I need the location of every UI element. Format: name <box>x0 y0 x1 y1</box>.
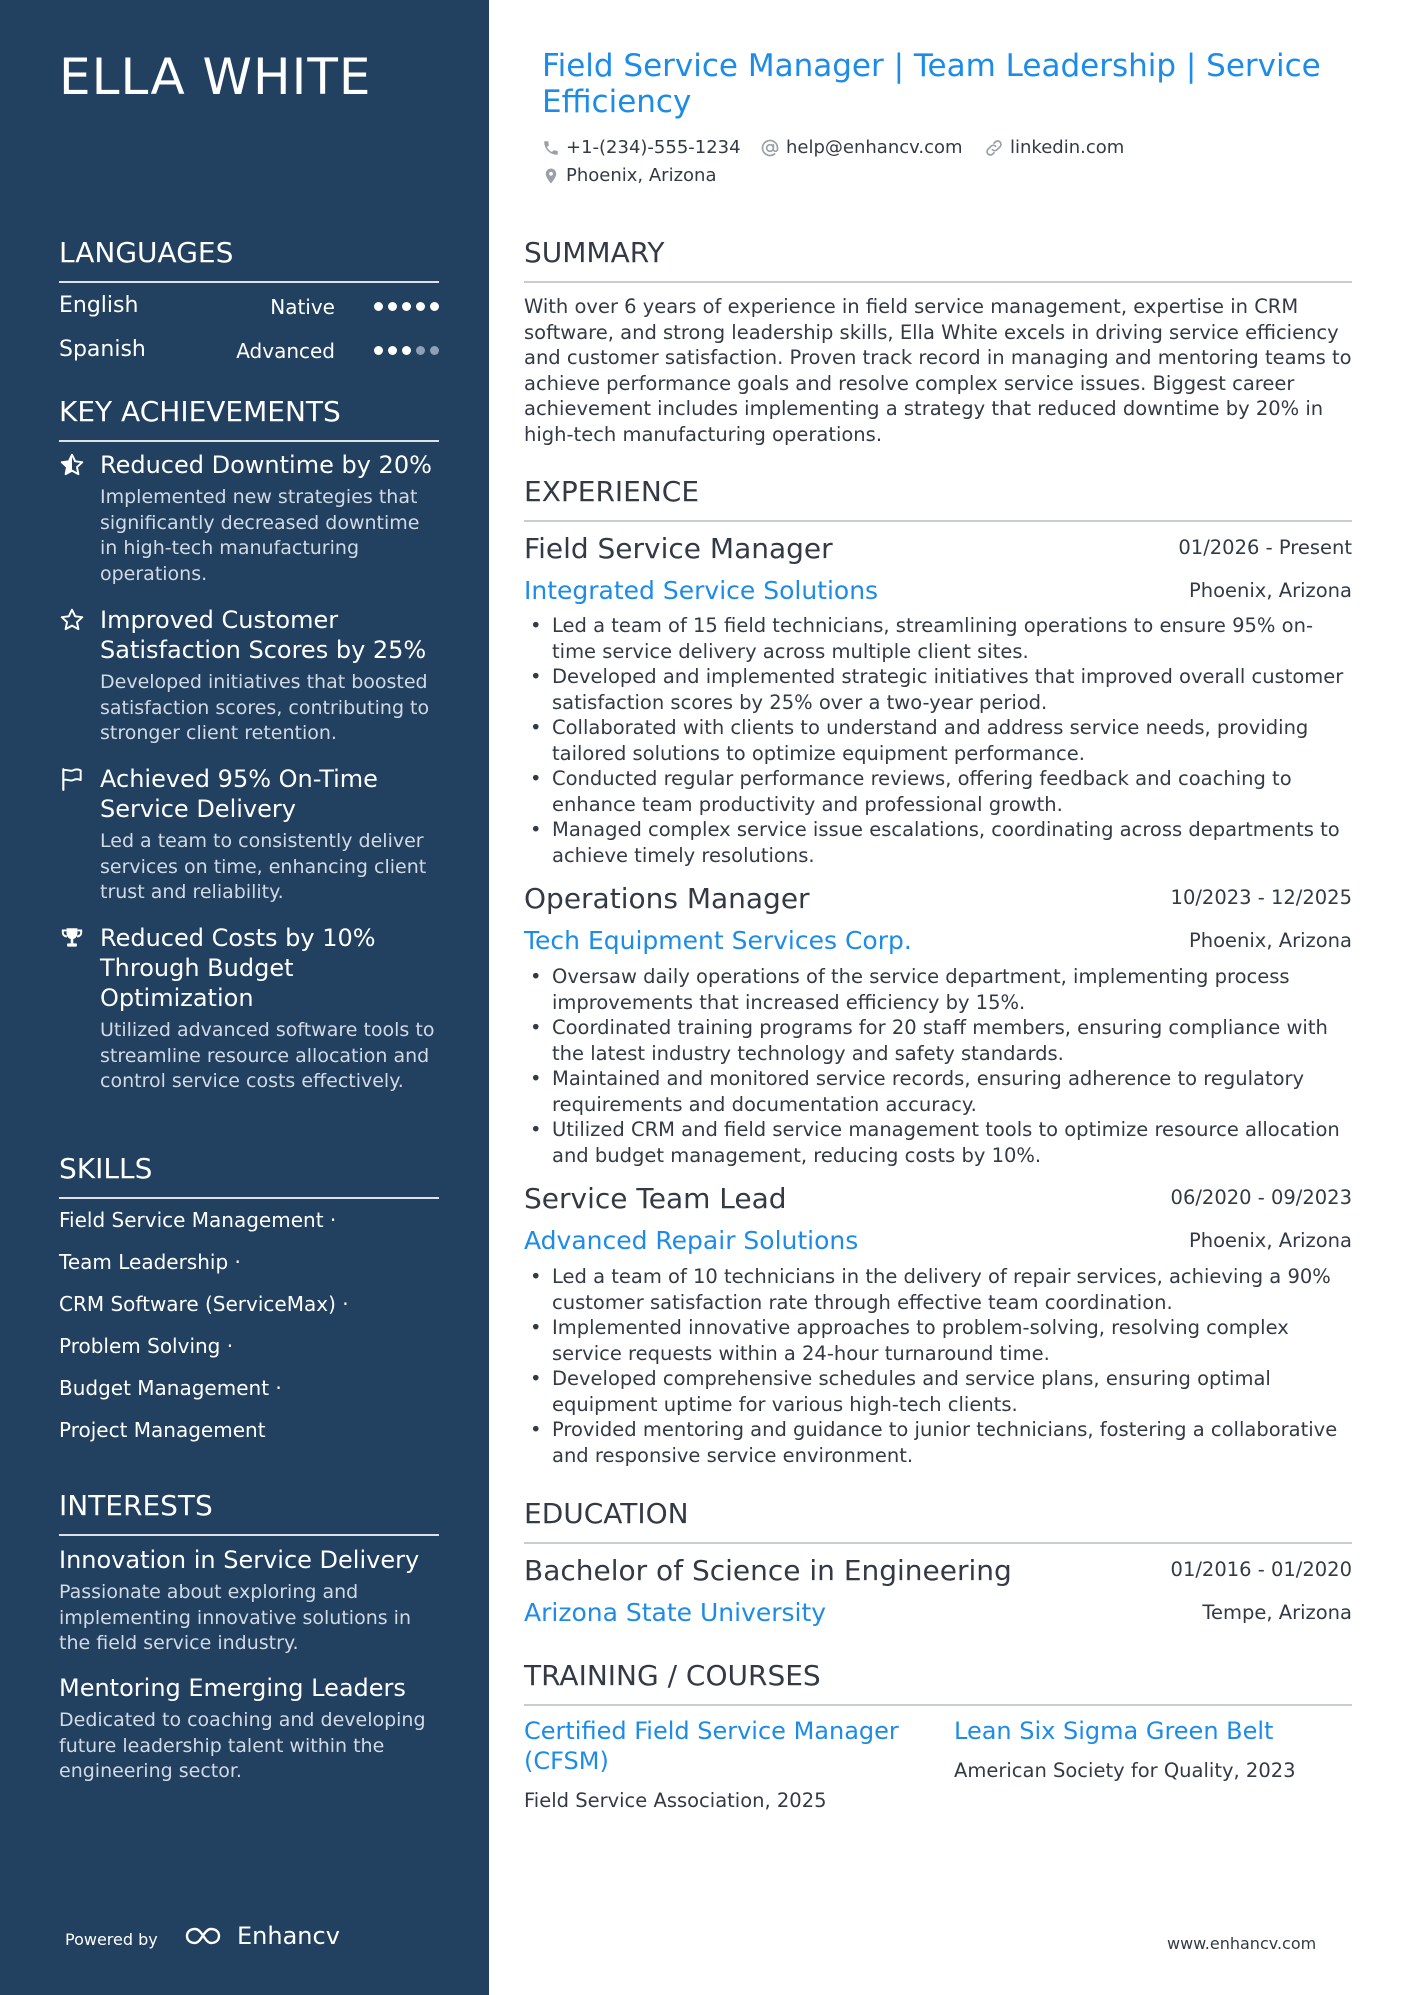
achievement-title: Reduced Downtime by 20% <box>100 451 432 479</box>
job-bullet: • Led a team of 10 technicians in the delivery of repair services, achieving a 90% customer satisfaction rate through effective team coordination. <box>524 1264 1352 1315</box>
interest-title: Mentoring Emerging Leaders <box>59 1674 406 1702</box>
job-bullet: • Developed comprehensive schedules and service plans, ensuring optimal equipment uptime for various high-tech clients. <box>524 1366 1352 1417</box>
skill-item: Field Service Management · <box>59 1208 337 1232</box>
job-bullets <box>524 613 1352 868</box>
interest-item <box>59 1545 439 1657</box>
skill-item: Problem Solving · <box>59 1334 234 1358</box>
at-icon <box>760 138 780 158</box>
degree-title: Bachelor of Science in Engineering <box>524 1554 1012 1587</box>
skill-item: Budget Management · <box>59 1376 282 1400</box>
contact-linkedin[interactable] <box>984 137 1124 158</box>
skill-item: CRM Software (ServiceMax) · <box>59 1292 349 1316</box>
language-item <box>59 293 439 323</box>
achievement-item <box>59 923 439 1095</box>
experience-heading: EXPERIENCE <box>524 475 1352 522</box>
language-proficiency-dots <box>374 302 439 311</box>
proficiency-dot <box>416 346 425 355</box>
job-title: Service Team Lead <box>524 1182 787 1215</box>
job-bullet: • Collaborated with clients to understand and address service needs, providing tailored solutions to optimize equipment performance. <box>524 715 1352 766</box>
contact-location <box>542 165 716 186</box>
key-achievements-heading: KEY ACHIEVEMENTS <box>59 395 439 442</box>
email-address: help@enhancv.com <box>786 137 963 158</box>
company-name: Tech Equipment Services Corp. <box>524 926 912 955</box>
achievement-description: Implemented new strategies that significantly decreased downtime in high-tech manufacturing operations. <box>100 486 420 585</box>
footer-website[interactable]: www.enhancv.com <box>1167 1934 1317 1953</box>
enhancv-logo[interactable] <box>183 1922 340 1950</box>
education-heading: EDUCATION <box>524 1497 1352 1544</box>
achievement-description: Developed initiatives that boosted satisfaction scores, contributing to stronger client retention. <box>100 671 430 744</box>
job-dates: 01/2026 - Present <box>1178 536 1352 559</box>
achievement-item <box>59 605 439 747</box>
job-dates: 10/2023 - 12/2025 <box>1170 886 1352 909</box>
training-heading: TRAINING / COURSES <box>524 1659 1352 1706</box>
linkedin-link: linkedin.com <box>1010 137 1125 158</box>
job-bullet: • Managed complex service issue escalations, coordinating across departments to achieve timely resolutions. <box>524 817 1352 868</box>
phone-icon <box>542 139 560 157</box>
skill-item: Project Management <box>59 1418 266 1442</box>
job-bullets <box>524 964 1352 1168</box>
company-name: Integrated Service Solutions <box>524 576 879 605</box>
job-bullet: • Oversaw daily operations of the service department, implementing process improvements that increased efficiency by 15%. <box>524 964 1352 1015</box>
job-title: Operations Manager <box>524 882 810 915</box>
job-bullet: • Implemented innovative approaches to problem-solving, resolving complex service requests within a 24-hour turnaround time. <box>524 1315 1352 1366</box>
contact-phone <box>542 137 741 158</box>
link-icon <box>984 138 1004 158</box>
course-organization: American Society for Quality, 2023 <box>954 1759 1296 1782</box>
candidate-name: ELLA WHITE <box>59 48 372 106</box>
language-proficiency-dots <box>374 346 439 355</box>
language-level: Native <box>270 295 335 319</box>
job-bullets <box>524 1264 1352 1468</box>
job-title: Field Service Manager <box>524 532 833 565</box>
job-bullet: • Led a team of 15 field technicians, streamlining operations to ensure 95% on-time service delivery across multiple client sites. <box>524 613 1352 664</box>
languages-heading: LANGUAGES <box>59 236 439 283</box>
proficiency-dot <box>402 346 411 355</box>
resume-headline: Field Service Manager | Team Leadership | Service Efficiency <box>542 48 1321 120</box>
star-outline-icon <box>59 607 85 633</box>
proficiency-dot <box>388 346 397 355</box>
language-name: English <box>59 293 139 318</box>
course-title: Certified Field Service Manager (CFSM) <box>524 1717 899 1775</box>
achievement-title: Improved Customer Satisfaction Scores by 25% <box>100 606 427 664</box>
job-bullet: • Maintained and monitored service records, ensuring adherence to regulatory requirements and documentation accuracy. <box>524 1066 1352 1117</box>
interest-description: Dedicated to coaching and developing future leadership talent within the engineering sector. <box>59 1709 426 1782</box>
sidebar <box>0 0 489 1995</box>
skill-item: Team Leadership · <box>59 1250 241 1274</box>
job-bullet: • Utilized CRM and field service management tools to optimize resource allocation and budget management, reducing costs by 10%. <box>524 1117 1352 1168</box>
summary-heading: SUMMARY <box>524 236 1352 283</box>
interest-description: Passionate about exploring and implementing innovative solutions in the field service industry. <box>59 1581 412 1654</box>
interest-title: Innovation in Service Delivery <box>59 1546 420 1574</box>
course-organization: Field Service Association, 2025 <box>524 1789 827 1812</box>
flag-icon <box>59 766 85 792</box>
job-location: Phoenix, Arizona <box>1188 579 1352 602</box>
star-half-icon <box>59 452 85 478</box>
job-bullet: • Developed and implemented strategic initiatives that improved overall customer satisfaction scores by 25% over a two-year period. <box>524 664 1352 715</box>
proficiency-dot <box>416 302 425 311</box>
proficiency-dot <box>374 302 383 311</box>
language-item <box>59 337 439 367</box>
achievement-title: Achieved 95% On-Time Service Delivery <box>100 765 378 823</box>
company-name: Advanced Repair Solutions <box>524 1226 859 1255</box>
course-title: Lean Six Sigma Green Belt <box>954 1717 1274 1745</box>
location-pin-icon <box>542 166 560 186</box>
achievement-description: Led a team to consistently deliver services on time, enhancing client trust and reliability. <box>100 830 427 903</box>
phone-number: +1-(234)-555-1234 <box>566 137 741 158</box>
job-location: Phoenix, Arizona <box>1188 929 1352 952</box>
job-bullet: • Provided mentoring and guidance to junior technicians, fostering a collaborative and responsive service environment. <box>524 1417 1352 1468</box>
language-name: Spanish <box>59 337 146 362</box>
summary-text: With over 6 years of experience in field service management, expertise in CRM software, and strong leadership skills, Ella White excels in driving service efficiency and customer satisfaction. Proven track record in managing and mentoring teams to achieve performance goals and resolve complex service issues. Biggest career achievement includes implementing a strategy that reduced downtime by 20% in high-tech manufacturing operations. <box>524 295 1352 446</box>
powered-by-label: Powered by <box>65 1930 158 1949</box>
contact-email[interactable] <box>760 137 963 158</box>
achievement-title: Reduced Costs by 10% Through Budget Optimization <box>100 924 376 1012</box>
job-bullet: • Conducted regular performance reviews, offering feedback and coaching to enhance team productivity and professional growth. <box>524 766 1352 817</box>
enhancv-logo-icon <box>183 1924 229 1948</box>
school-name: Arizona State University <box>524 1598 827 1627</box>
proficiency-dot <box>374 346 383 355</box>
language-level: Advanced <box>236 339 335 363</box>
job-location: Phoenix, Arizona <box>1188 1229 1352 1252</box>
education-dates: 01/2016 - 01/2020 <box>1170 1558 1352 1581</box>
proficiency-dot <box>430 346 439 355</box>
achievement-description: Utilized advanced software tools to streamline resource allocation and control service costs effectively. <box>100 1019 435 1092</box>
achievement-item <box>59 450 439 587</box>
skills-heading: SKILLS <box>59 1152 439 1199</box>
proficiency-dot <box>402 302 411 311</box>
interest-item <box>59 1673 439 1785</box>
interests-heading: INTERESTS <box>59 1489 439 1536</box>
trophy-icon <box>59 925 85 951</box>
job-bullet: • Coordinated training programs for 20 staff members, ensuring compliance with the latest industry technology and safety standards. <box>524 1015 1352 1066</box>
education-location: Tempe, Arizona <box>1202 1601 1352 1624</box>
achievement-item <box>59 764 439 906</box>
enhancv-brand-name: Enhancv <box>237 1922 340 1950</box>
job-dates: 06/2020 - 09/2023 <box>1170 1186 1352 1209</box>
proficiency-dot <box>430 302 439 311</box>
proficiency-dot <box>388 302 397 311</box>
location-text: Phoenix, Arizona <box>566 165 717 186</box>
